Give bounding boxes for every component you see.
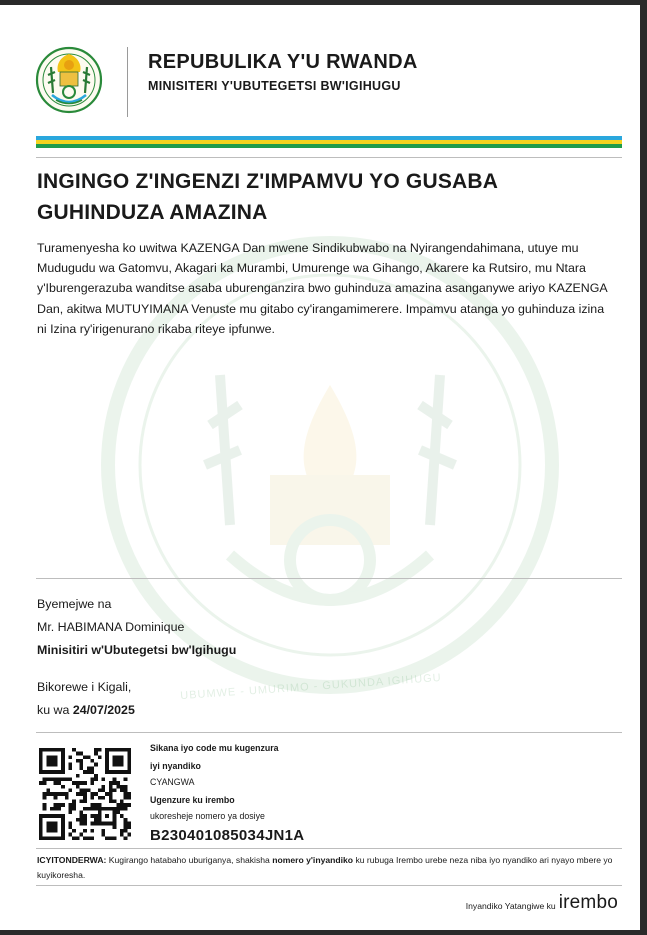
notice — [37, 853, 622, 883]
notice-label: ICYITONDERWA: — [37, 855, 107, 865]
watermark-motto: UBUMWE - UMURIMO - GUKUNDA IGIHUGU — [179, 671, 443, 703]
document-title: INGINGO Z'INGENZI Z'IMPAMVU YO GUSABA GUHINDUZA AMAZINA — [37, 170, 498, 224]
issue-date — [37, 703, 135, 717]
flag-green — [36, 144, 622, 148]
issue-date-prefix: ku wa — [37, 703, 70, 717]
or-label: CYANGWA — [150, 777, 195, 787]
notice-text-before: Kugirango hatabaho uburiganya, shakisha — [108, 855, 270, 865]
irembo-logo: irembo — [558, 892, 618, 913]
issue-place: Bikorewe i Kigali, — [37, 680, 132, 694]
notice-text-after: ku rubuga Irembo urebe neza niba iyo nyandiko ari nyayo mbere yo kuyikoresha. — [37, 855, 613, 880]
footer — [466, 892, 618, 914]
header-divider — [127, 47, 128, 117]
republic-title: REPUBULIKA Y'U RWANDA — [148, 51, 418, 73]
irembo-check-label: Ugenzure ku irembo — [150, 795, 235, 805]
rwanda-coat-of-arms-icon — [34, 45, 104, 115]
footer-rule — [36, 885, 622, 886]
file-number: B230401085034JN1A — [150, 827, 305, 844]
notice-rule — [36, 848, 622, 849]
scan-instruction: Sikana iyo code mu kugenzura — [150, 743, 279, 753]
document-page — [0, 5, 640, 930]
signature-rule — [36, 578, 622, 579]
title-rule — [36, 157, 622, 158]
flag-stripe — [36, 136, 622, 148]
document-body: Turamenyesha ko uwitwa KAZENGA Dan mwene Sindikubwabo na Nyirangendahimana, utuye mu Mudugudu wa Gatomvu, Akagari ka Murambi, Umurenge wa Gihango, Akarere ka Rutsiro, mu Ntara y'Iburengerazuba wanditse asaba uburenganzira bwo guhinduza amazina asanganywe ariyo KAZENGA Dan, akitwa MUTUYIMANA Venuste mu gitabo cy'irangamimerere. Impamvu atanga yo guhinduza izina ni Izina ry'irigenurano rikaba riteye ipfunwe. — [37, 241, 607, 336]
approved-by-label: Byemejwe na — [37, 597, 112, 611]
issued-by-label: Inyandiko Yatangiwe ku — [465, 901, 556, 911]
scan-document: iyi nyandiko — [150, 761, 201, 771]
ministry-title: MINISITERI Y'UBUTEGETSI BW'IGIHUGU — [148, 79, 401, 93]
file-number-label: ukoresheje nomero ya dosiye — [150, 811, 265, 821]
signatory-office: Minisitiri w'Ubutegetsi bw'Igihugu — [37, 643, 237, 657]
verify-rule — [36, 732, 622, 733]
signatory-name: Mr. HABIMANA Dominique — [37, 620, 185, 634]
notice-highlight: nomero y'inyandiko — [272, 855, 354, 865]
qr-code[interactable] — [39, 748, 131, 840]
issue-date-value: 24/07/2025 — [72, 703, 135, 717]
